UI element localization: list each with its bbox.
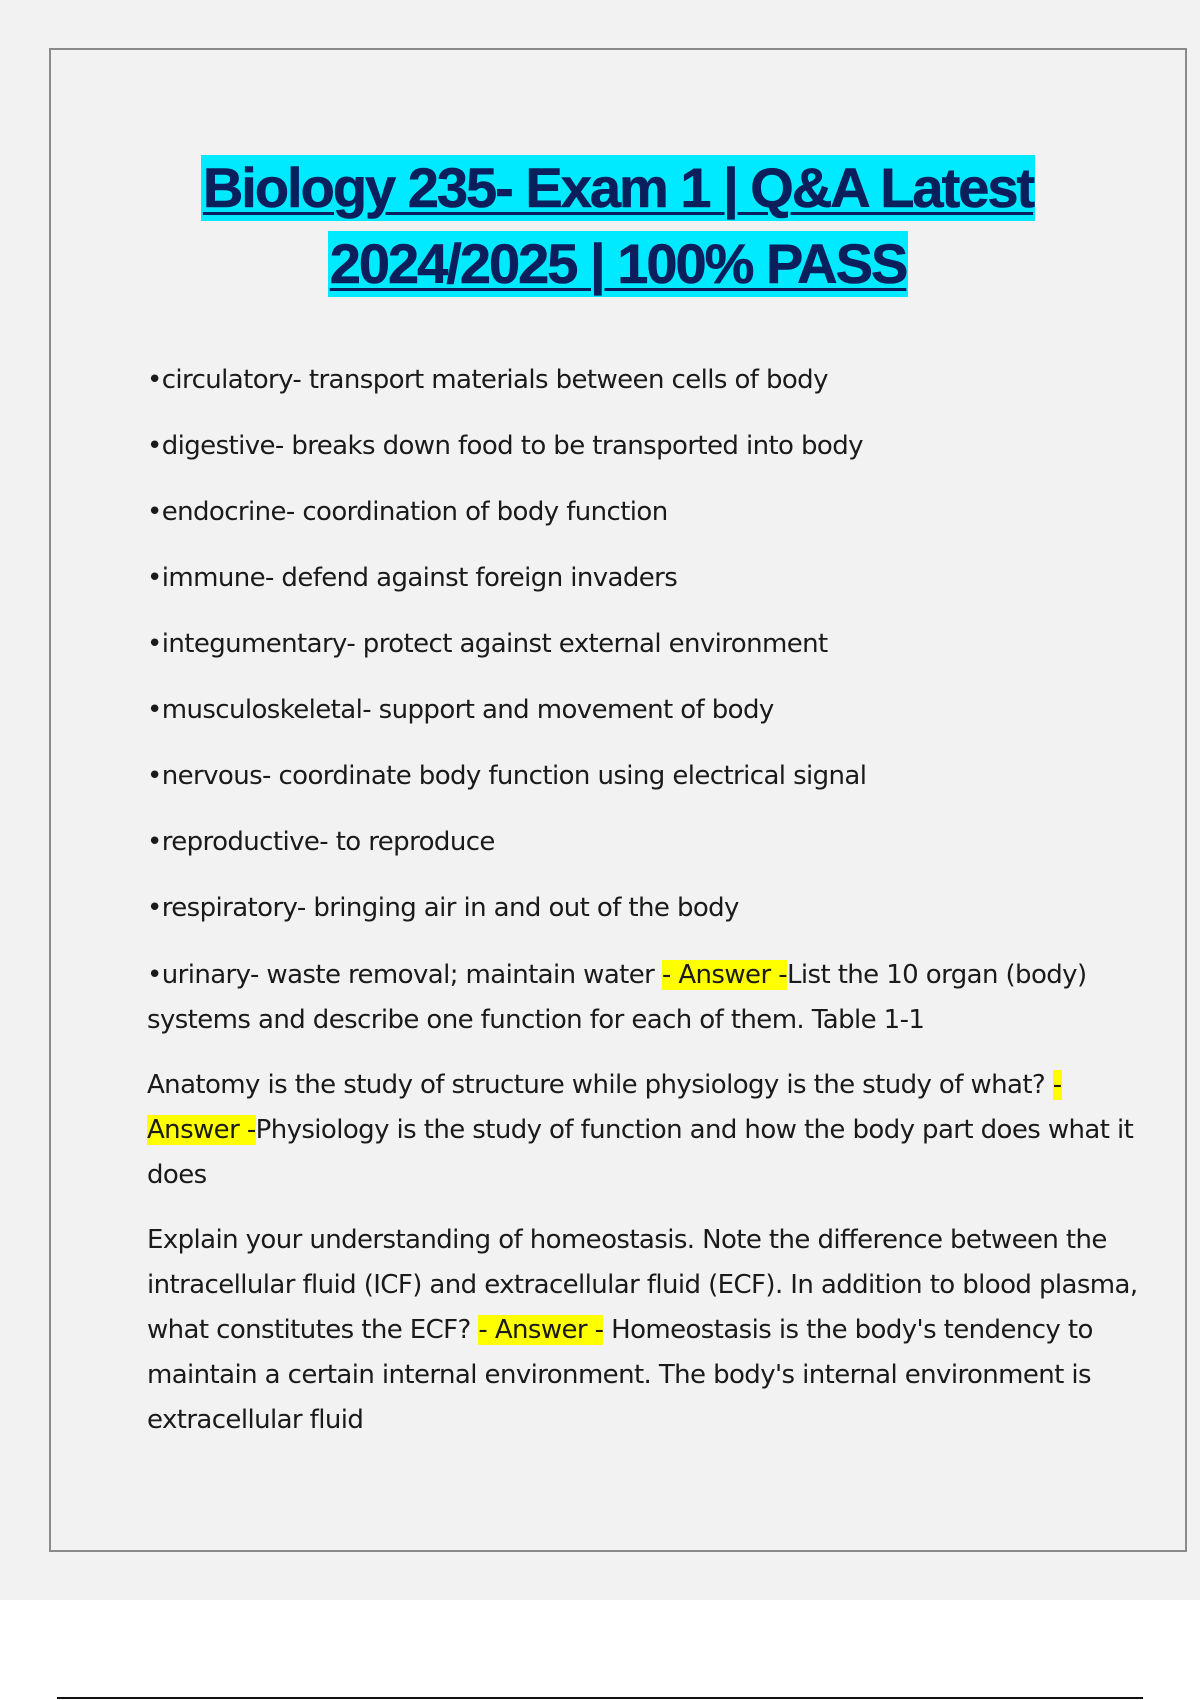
footer-divider: [57, 1697, 1143, 1699]
bullet-nervous: •nervous- coordinate body function using electrical signal: [147, 761, 867, 791]
bullet-digestive: •digestive- breaks down food to be transported into body: [147, 431, 863, 461]
qa-organ-systems-question: List the 10 organ (body) systems and describe one function for each of them. Table 1-1: [147, 960, 1087, 1035]
document-body: [147, 363, 1157, 1463]
answer-tag: - Answer -: [478, 1315, 604, 1345]
bullet-musculoskeletal: •musculoskeletal- support and movement of body: [147, 695, 774, 725]
qa-homeostasis-answer: Homeostasis is the body's tendency to maintain a certain internal environment. The body's internal environment is extracellular fluid: [147, 1315, 1093, 1435]
qa-organ-systems-lead: •urinary- waste removal; maintain water: [147, 960, 662, 990]
qa-physiology-question: Anatomy is the study of structure while physiology is the study of what?: [147, 1070, 1053, 1100]
qa-homeostasis-question: Explain your understanding of homeostasis. Note the difference between the intracellular fluid (ICF) and extracellular fluid (ECF). In addition to blood plasma, what constitutes the ECF?: [147, 1225, 1138, 1345]
qa-organ-systems: [147, 953, 1157, 1043]
bullet-immune: •immune- defend against foreign invaders: [147, 563, 678, 593]
qa-physiology-answer: Physiology is the study of function and how the body part does what it does: [147, 1115, 1134, 1190]
title-line-2: 2024/2025 | 100% PASS: [329, 232, 907, 295]
bullet-reproductive: •reproductive- to reproduce: [147, 827, 495, 857]
bullet-circulatory: •circulatory- transport materials between cells of body: [147, 365, 828, 395]
bullet-respiratory: •respiratory- bringing air in and out of the body: [147, 893, 739, 923]
answer-tag: - Answer -: [147, 1070, 1062, 1145]
answer-tag: - Answer -: [661, 960, 787, 990]
bullet-integumentary: •integumentary- protect against external environment: [147, 629, 828, 659]
title-line-1: Biology 235- Exam 1 | Q&A Latest: [202, 156, 1034, 219]
qa-physiology: [147, 1063, 1157, 1198]
document-title: [51, 150, 1185, 302]
bullet-endocrine: •endocrine- coordination of body function: [147, 497, 668, 527]
qa-homeostasis: [147, 1218, 1157, 1443]
document-page: [49, 48, 1187, 1552]
